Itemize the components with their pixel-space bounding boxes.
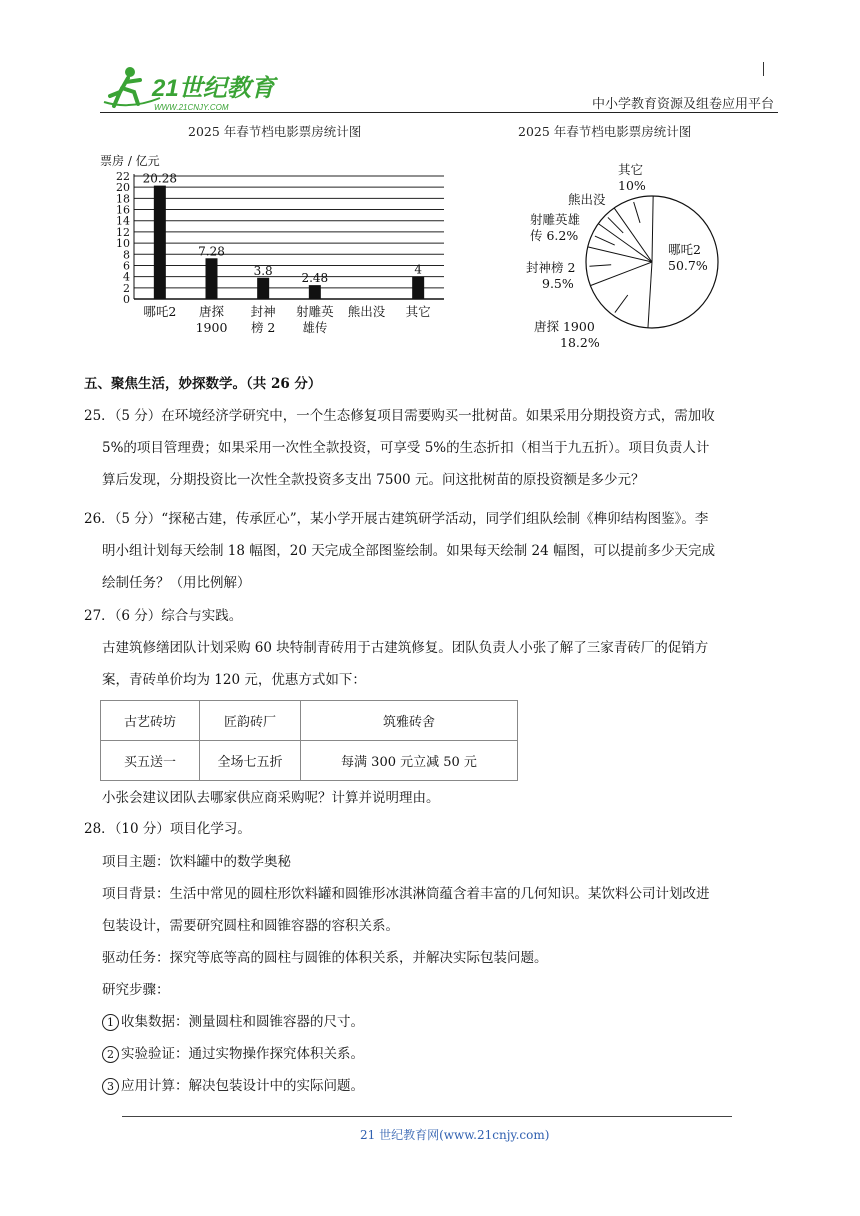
header-divider bbox=[100, 112, 778, 113]
site-logo bbox=[100, 58, 290, 114]
x-tick-label: 哪吒2 bbox=[143, 304, 177, 319]
table-cell: 每满 300 元立减 50 元 bbox=[301, 741, 518, 781]
pie-leader-line bbox=[589, 265, 611, 266]
bar-value-label: 20.28 bbox=[142, 171, 178, 186]
logo-url: WWW.21CNJY.COM bbox=[154, 103, 229, 112]
bar bbox=[257, 278, 269, 299]
pie-slice-label: 熊出没 bbox=[568, 192, 606, 207]
pie-slice-boundary bbox=[652, 196, 653, 262]
header-mark bbox=[763, 62, 764, 76]
x-tick-label: 射雕英 bbox=[296, 304, 334, 319]
table-cell: 全场七五折 bbox=[200, 741, 301, 781]
pie-slice-label: 10% bbox=[618, 178, 646, 193]
x-tick-label: 其它 bbox=[405, 304, 431, 319]
question-26 bbox=[84, 503, 784, 599]
pie-slice-boundary bbox=[614, 208, 652, 262]
bar bbox=[412, 277, 424, 299]
pie-leader-line bbox=[595, 236, 615, 245]
pie-slice-label: 50.7% bbox=[668, 258, 708, 273]
q27-after: 小张会建议团队去哪家供应商采购呢？计算并说明理由。 bbox=[102, 790, 440, 806]
y-tick-label: 8 bbox=[123, 248, 130, 262]
q28-body bbox=[102, 846, 782, 1102]
y-tick-label: 2 bbox=[123, 281, 130, 295]
q28-theme: 项目主题：饮料罐中的数学奥秘 bbox=[102, 854, 291, 870]
bar bbox=[309, 285, 321, 299]
q28-step bbox=[102, 1038, 782, 1070]
footer-divider bbox=[122, 1116, 732, 1117]
q26-line: 绘制任务？（用比例解） bbox=[102, 575, 251, 591]
q28-task: 驱动任务：探究等底等高的圆柱与圆锥的体积关系，并解决实际包装问题。 bbox=[102, 950, 548, 966]
q27-line: 案，青砖单价均为 120 元，优惠方式如下： bbox=[102, 672, 366, 688]
pie-slice-label: 9.5% bbox=[542, 276, 574, 291]
table-header-row bbox=[101, 701, 518, 741]
y-tick-label: 6 bbox=[123, 259, 130, 273]
pie-chart bbox=[520, 150, 750, 360]
pie-slice-boundary bbox=[598, 224, 652, 262]
step-number: 2 bbox=[102, 1046, 119, 1063]
x-tick-label: 1900 bbox=[195, 320, 228, 335]
y-tick-label: 18 bbox=[116, 192, 130, 206]
q26-line: 明小组计划每天绘制 18 幅图，20 天完成全部图鉴绘制。如果每天绘制 24 幅图，可以提前多少天完成 bbox=[102, 543, 715, 559]
y-tick-label: 20 bbox=[116, 181, 130, 195]
pie-slice-label: 封神榜 2 bbox=[526, 260, 576, 275]
section-title: 五、聚焦生活，妙探数学。（共 26 分） bbox=[84, 376, 322, 392]
q25-line: 25．（5 分）在环境经济学研究中，一个生态修复项目需要购买一批树苗。如果采用分期投资方式，需加收 bbox=[84, 408, 715, 424]
pie-slice-boundary bbox=[648, 262, 652, 328]
bar-chart bbox=[90, 165, 460, 335]
pie-leader-line bbox=[634, 202, 640, 223]
question-25 bbox=[84, 400, 784, 496]
pie-leader-line bbox=[608, 217, 623, 232]
pie-slice-label: 射雕英雄 bbox=[530, 212, 581, 227]
q27-body bbox=[102, 632, 782, 696]
promotion-table bbox=[100, 700, 518, 781]
q28-step bbox=[102, 1006, 782, 1038]
y-tick-label: 12 bbox=[116, 225, 130, 239]
x-tick-label: 榜 2 bbox=[250, 320, 276, 335]
bar bbox=[154, 186, 166, 299]
bar bbox=[206, 258, 218, 299]
y-tick-label: 0 bbox=[123, 293, 130, 306]
bar-value-label: 4 bbox=[414, 262, 422, 277]
pie-slice-boundary bbox=[588, 247, 652, 262]
bar-value-label: 7.28 bbox=[198, 244, 225, 259]
bar-chart-title: 2025 年春节档电影票房统计图 bbox=[188, 124, 362, 139]
table-row bbox=[101, 741, 518, 781]
step-text: 收集数据：测量圆柱和圆锥容器的尺寸。 bbox=[121, 1014, 364, 1030]
pie-slice-label: 传 6.2% bbox=[530, 228, 579, 243]
q28-steps-title: 研究步骤： bbox=[102, 982, 170, 998]
bar-value-label: 3.8 bbox=[253, 263, 273, 278]
header-platform-text: 中小学教育资源及组卷应用平台 bbox=[591, 97, 774, 112]
pie-slice-label: 18.2% bbox=[560, 335, 600, 350]
step-text: 应用计算：解决包装设计中的实际问题。 bbox=[121, 1078, 364, 1094]
y-tick-label: 10 bbox=[116, 237, 130, 251]
q28-background-line: 包装设计，需要研究圆柱和圆锥容器的容积关系。 bbox=[102, 918, 399, 934]
pie-slice-label: 哪吒2 bbox=[668, 242, 701, 257]
y-tick-label: 14 bbox=[116, 214, 130, 228]
q27-line: 古建筑修缮团队计划采购 60 块特制青砖用于古建筑修复。团队负责人小张了解了三家青砖厂的促销方 bbox=[102, 640, 709, 656]
table-cell: 筑雅砖舍 bbox=[301, 701, 518, 741]
logo-text: 21世纪教育 bbox=[152, 75, 275, 102]
table-cell: 古艺砖坊 bbox=[101, 701, 200, 741]
x-tick-label: 熊出没 bbox=[347, 304, 386, 319]
step-text: 实验验证：通过实物操作探究体积关系。 bbox=[121, 1046, 364, 1062]
x-tick-label: 雄传 bbox=[302, 320, 328, 335]
q28-step bbox=[102, 1070, 782, 1102]
pie-leader-line bbox=[615, 295, 628, 313]
table-cell: 买五送一 bbox=[101, 741, 200, 781]
step-number: 3 bbox=[102, 1078, 119, 1095]
y-tick-label: 16 bbox=[116, 203, 130, 217]
footer-text: 21 世纪教育网(www.21cnjy.com) bbox=[360, 1128, 550, 1142]
q28-head: 28．（10 分）项目化学习。 bbox=[84, 821, 251, 837]
x-tick-label: 唐探 bbox=[198, 304, 225, 319]
pie-slice-label: 其它 bbox=[618, 162, 644, 177]
y-tick-label: 22 bbox=[116, 170, 130, 183]
q27-head: 27．（6 分）综合与实践。 bbox=[84, 608, 243, 624]
pie-chart-title: 2025 年春节档电影票房统计图 bbox=[518, 124, 692, 139]
q26-line: 26．（5 分）“探秘古建，传承匠心”，某小学开展古建筑研学活动，同学们组队绘制《榫卯结构图鉴》。李 bbox=[84, 511, 709, 527]
pie-slice-label: 唐探 1900 bbox=[534, 319, 595, 334]
q28-background-line: 项目背景：生活中常见的圆柱形饮料罐和圆锥形冰淇淋筒蕴含着丰富的几何知识。某饮料公司计划改进 bbox=[102, 886, 710, 902]
table-cell: 匠韵砖厂 bbox=[200, 701, 301, 741]
bar-value-label: 2.48 bbox=[301, 271, 329, 286]
q25-line: 5%的项目管理费；如果采用一次性全款投资，可享受 5%的生态折扣（相当于九五折）。项目负责人计 bbox=[102, 440, 710, 456]
bar-chart-ylabel: 票房 / 亿元 bbox=[100, 154, 160, 168]
y-tick-label: 4 bbox=[123, 270, 130, 284]
q25-line: 算后发现，分期投资比一次性全款投资多支出 7500 元。问这批树苗的原投资额是多少元？ bbox=[102, 472, 645, 488]
x-tick-label: 封神 bbox=[250, 304, 276, 319]
step-number: 1 bbox=[102, 1014, 119, 1031]
